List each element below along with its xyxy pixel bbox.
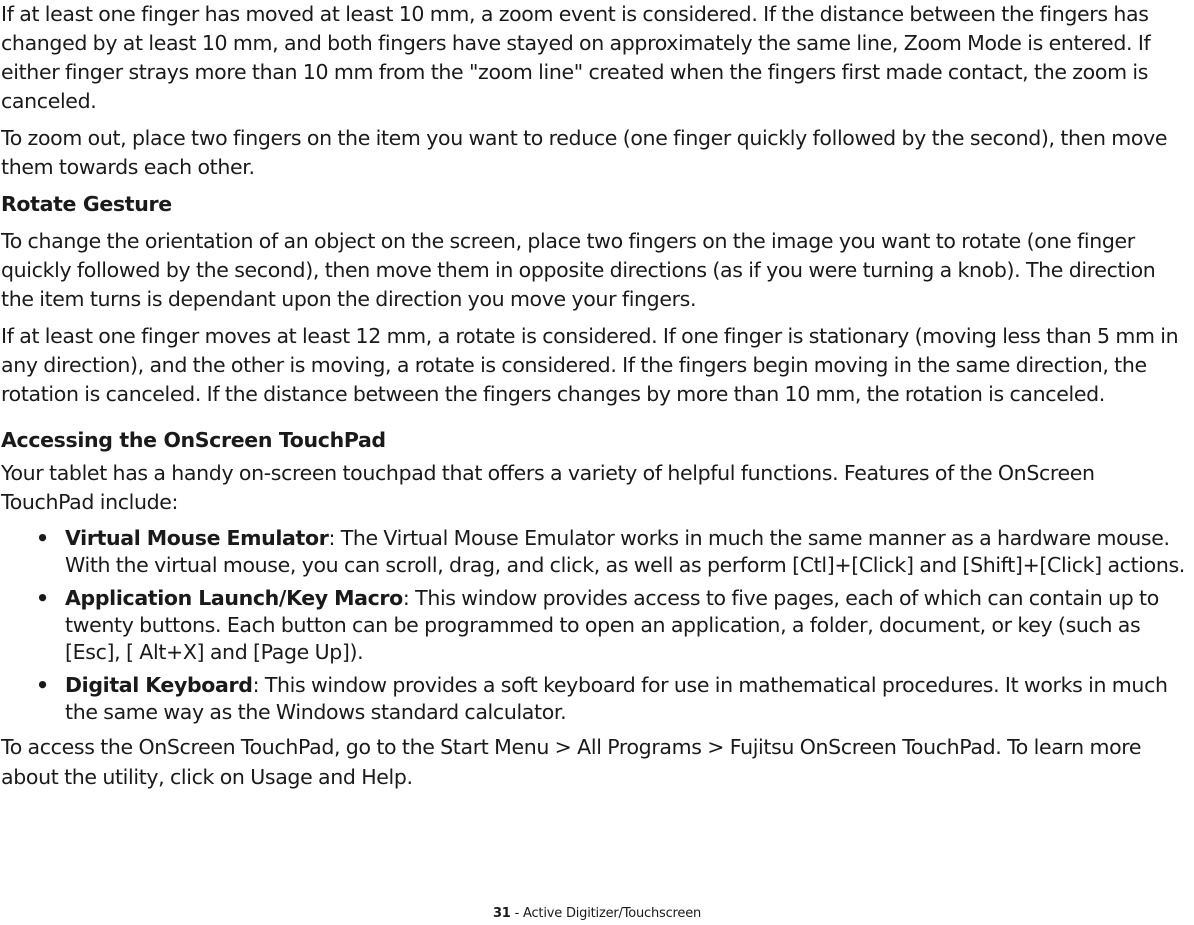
feature-description: : This window provides a soft keyboard for use in mathematical procedures. It works in much the same way as the Windows standard calculator. — [65, 673, 1168, 724]
rotate-gesture-heading: Rotate Gesture — [1, 192, 172, 216]
footer-section-title: Active Digitizer/Touchscreen — [523, 906, 702, 921]
feature-term: Virtual Mouse Emulator — [65, 526, 329, 550]
feature-item-virtual-mouse — [1, 525, 1193, 579]
feature-description: : This window provides access to five pages, each of which can contain up to twenty buttons. Each button can be programmed to open an application, a folder, document, or key (such as [Esc], [ Alt+X] and [Page Up]). — [65, 586, 1159, 664]
zoom-event-paragraph: If at least one finger has moved at least 10 mm, a zoom event is considered. If the distance between the fingers has changed by at least 10 mm, and both fingers have stayed on approximately the same line, Zoom Mode is entered. If either finger strays more than 10 mm from the "zoom line" created when the fingers first made contact, the zoom is canceled. — [1, 2, 1151, 113]
bullet-icon: • — [36, 586, 49, 610]
onscreen-touchpad-heading: Accessing the OnScreen TouchPad — [1, 428, 386, 452]
page-footer — [0, 905, 1194, 923]
rotate-conditions-paragraph: If at least one finger moves at least 12 mm, a rotate is considered. If one finger is stationary (moving less than 5 mm in any direction), and the other is moving, a rotate is considered. If the fingers begin moving in the same direction, the rotation is canceled. If the distance between the fingers changes by more than 10 mm, the rotation is canceled. — [1, 324, 1179, 406]
page-number: 31 — [492, 906, 511, 921]
rotate-instructions-paragraph: To change the orientation of an object on the screen, place two fingers on the image you want to rotate (one finger quickly followed by the second), then move them in opposite directions (as if you were turning a knob). The direction the item turns is dependant upon the direction you move your fingers. — [1, 229, 1156, 311]
touchpad-intro-paragraph: Your tablet has a handy on-screen touchpad that offers a variety of helpful functions. Features of the OnScreen TouchPad include: — [1, 461, 1095, 514]
feature-term: Application Launch/Key Macro — [65, 586, 403, 610]
touchpad-features-list — [1, 525, 1193, 726]
footer-separator: - — [510, 906, 524, 921]
feature-item-application-launch — [1, 585, 1193, 666]
feature-term: Digital Keyboard — [65, 673, 253, 697]
bullet-icon: • — [36, 526, 49, 550]
touchpad-access-instructions: To access the OnScreen TouchPad, go to the Start Menu > All Programs > Fujitsu OnScreen TouchPad. To learn more about the utility, click on Usage and Help. — [1, 735, 1142, 789]
feature-item-digital-keyboard — [1, 672, 1193, 726]
zoom-out-paragraph: To zoom out, place two fingers on the item you want to reduce (one finger quickly followed by the second), then move them towards each other. — [1, 126, 1168, 179]
document-page — [1, 0, 1193, 792]
feature-description: : The Virtual Mouse Emulator works in much the same manner as a hardware mouse. With the virtual mouse, you can scroll, drag, and click, as well as perform [Ctl]+[Click] and [Shift]+[Click] actions. — [65, 526, 1185, 577]
bullet-icon: • — [36, 673, 49, 697]
